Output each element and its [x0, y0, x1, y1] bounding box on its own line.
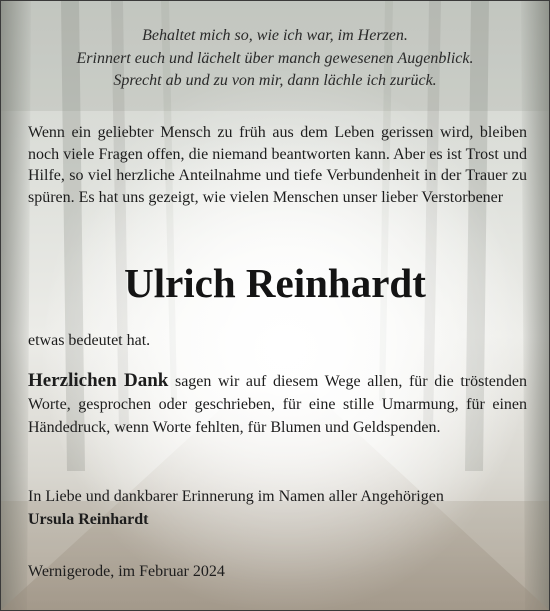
place-and-date: Wernigerode, im Februar 2024: [28, 563, 225, 580]
poem-line: Behaltet mich so, wie ich war, im Herzen.: [142, 27, 408, 44]
thanks-text: sagen wir auf diesem Wege allen, für die tröstenden Worte, gesprochen oder geschrieben, für eine stille Umarmung, für einen Händedruck, wenn Worte fehlten, für Blumen und Geldspenden.: [28, 373, 528, 436]
deceased-name: Ulrich Reinhardt: [124, 260, 426, 306]
intro-paragraph: Wenn ein geliebter Mensch zu früh aus dem Leben gerissen wird, bleiben noch viele Fragen offen, die niemand beantworten kann. Aber es ist Trost und Hilfe, so viel herzliche Anteilnahme und tiefe Verbundenheit in der Trauer zu spüren. Es hat uns gezeigt, wie vielen Menschen unser lieber Verstorbener: [28, 124, 527, 206]
thanks-paragraph: [28, 369, 527, 439]
after-name-text: etwas bedeutet hat.: [28, 332, 151, 349]
thanks-lead: Herzlichen Dank: [28, 370, 169, 391]
signer-name: Ursula Reinhardt: [28, 511, 149, 528]
memorial-poem: [1, 25, 549, 93]
signoff-line: In Liebe und dankbarer Erinnerung im Namen aller Angehörigen: [28, 488, 444, 505]
poem-line: Sprecht ab und zu von mir, dann lächle ich zurück.: [113, 72, 437, 89]
poem-line: Erinnert euch und lächelt über manch gewesenen Augenblick.: [76, 49, 474, 67]
